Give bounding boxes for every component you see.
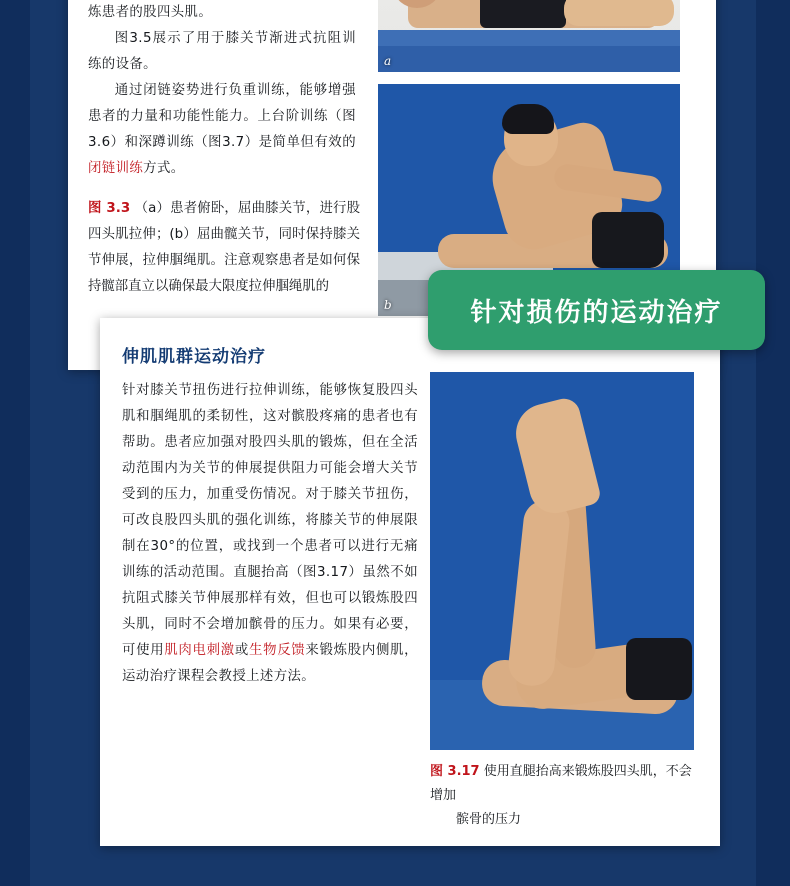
straight-leg-raise-photo xyxy=(430,372,694,750)
figure-3-3-caption xyxy=(88,196,360,300)
banner-text: 针对损伤的运动治疗 xyxy=(470,297,723,328)
figure-3-3-number: 图 3.3 xyxy=(88,201,131,216)
photo-a-leg xyxy=(564,0,674,26)
background-band-left xyxy=(0,0,30,886)
figure-3-17-caption-line1: 使用直腿抬高来锻炼股四头肌，不会增加 xyxy=(430,764,692,803)
top-paragraph-1: 炼患者的股四头肌。 xyxy=(88,5,213,20)
figure-3-17-caption-line2: 髌骨的压力 xyxy=(456,812,522,827)
photo-317-shorts xyxy=(626,638,692,700)
bottom-body-segment-1: 针对膝关节扭伤进行拉伸训练，能够恢复股四头肌和腘绳肌的柔韧性，这对髌股疼痛的患者也有帮助。患者应加强对股四头肌的锻炼，但在全活动范围内为关节的伸展提供阻力可能会增大关节受到的压力，加重受伤情况。对于膝关节扭伤，可改良股四头肌的强化训练，将膝关节的伸展限制在30°的位置，或找到一个患者可以进行无痛训练的活动范围。直腿抬高（图3.17）虽然不如抗阻式膝关节伸展那样有效，但也可以锻炼股四头肌，同时不会增加髌骨的压力。如果有必要，可使用 xyxy=(122,383,418,658)
green-banner xyxy=(428,270,765,350)
bottom-body-segment-4: 生物反馈 xyxy=(248,643,306,658)
figure-3-3-caption-text: （a）患者俯卧，屈曲膝关节，进行股四头肌拉伸；(b）屈曲髋关节，同时保持膝关节伸展，拉伸腘绳肌。注意观察患者是如何保持髋部直立以确保最大限度拉伸腘绳肌的 xyxy=(88,201,360,294)
photo-a-label: a xyxy=(384,54,392,68)
photo-b-label: b xyxy=(384,298,392,312)
photo-a-shorts xyxy=(480,0,566,28)
figure-3-17-caption xyxy=(430,760,696,832)
red-term-closed-chain: 闭链训练 xyxy=(88,161,144,176)
bottom-body-segment-5: 来锻炼股内侧肌，运动治疗课程会教授上述方法。 xyxy=(122,643,418,684)
background-band-right xyxy=(756,0,790,886)
bottom-body-segment-3: 或 xyxy=(234,643,249,658)
photo-b-hair xyxy=(502,104,554,134)
bottom-body-segment-2: 肌肉电刺激 xyxy=(164,643,235,658)
photo-b-shorts xyxy=(592,212,664,268)
photo-a-mat-edge xyxy=(378,30,680,46)
top-paragraph-3: 通过闭链姿势进行负重训练，能够增强患者的力量和功能性能力。上台阶训练（图3.6）和深蹲训练（图3.7）是简单但有效的闭链训练方式。 xyxy=(88,83,356,176)
figure-3-17-number: 图 3.17 xyxy=(430,764,480,779)
prone-knee-flexion-photo xyxy=(378,0,680,72)
bottom-page-text-column xyxy=(122,378,418,690)
top-page-text-column xyxy=(88,0,356,182)
section-heading: 伸肌肌群运动治疗 xyxy=(122,347,266,367)
top-paragraph-2: 图3.5展示了用于膝关节渐进式抗阻训练的设备。 xyxy=(88,31,356,72)
photo-317-foot xyxy=(510,395,603,518)
